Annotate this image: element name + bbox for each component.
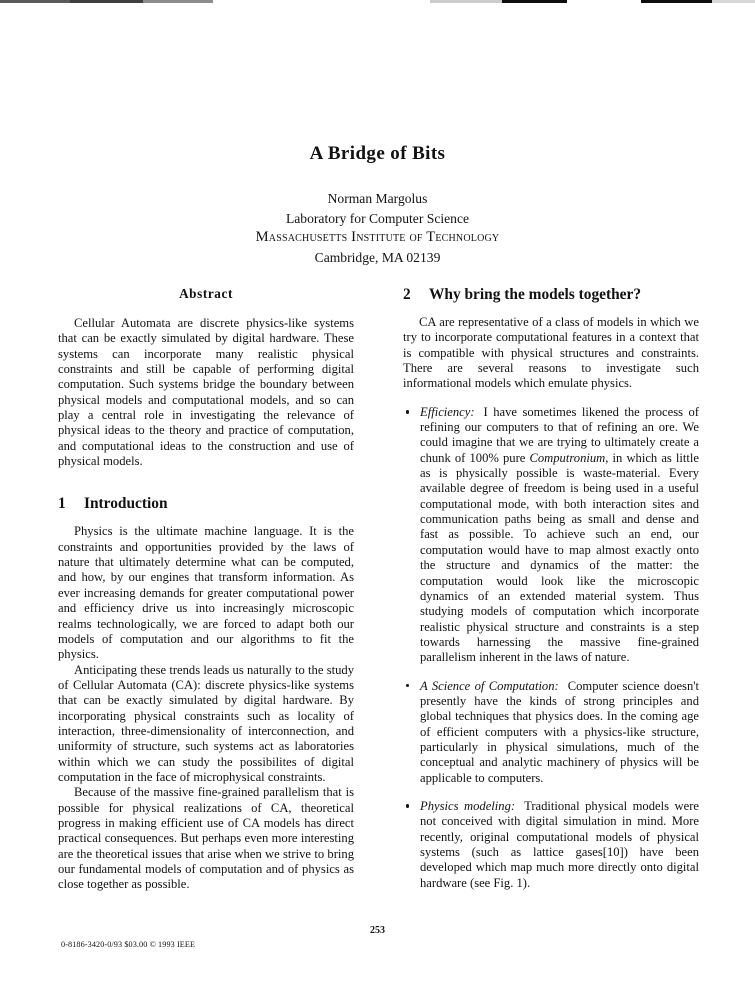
copyright-notice: 0-8186-3420-0/93 $03.00 © 1993 IEEE <box>61 940 196 949</box>
bullet-lead-in: Physics modeling: <box>420 798 516 813</box>
section-number: 2 <box>403 286 411 303</box>
affiliation-city: Cambridge, MA 02139 <box>314 249 441 265</box>
two-column-body <box>58 286 699 926</box>
author-name: Norman Margolus <box>327 191 428 206</box>
abstract-text: Cellular Automata are discrete physics-like systems that can be exactly simulated by digital hardware. These systems can incorporate many realistic physical constraints and still be capable of performing digital computation. Such systems bridge the boundary between physical models and computational models, and so can play a central role in investigating the relevance of physical ideas to the theory and practice of computation, and computational ideas to the construction and use of physical models. <box>58 316 354 469</box>
bullet-dot-icon <box>406 804 409 807</box>
title-block <box>0 143 755 267</box>
page-number: 253 <box>370 925 385 936</box>
bullet-italic-term: Computronium <box>529 450 606 465</box>
affiliation-institution: Massachusetts Institute of Technology <box>255 229 500 245</box>
paragraph: CA are representative of a class of models in which we try to incorporate computational features in a context that is compatible with physical structures and constraints. There are several reasons to investigate such informational models which emulate physics. <box>403 315 699 391</box>
section-title: Why bring the models together? <box>429 286 642 303</box>
abstract-heading: Abstract <box>179 286 233 301</box>
list-item <box>403 679 699 786</box>
section-title: Introduction <box>84 495 168 513</box>
bullet-dot-icon <box>406 684 409 687</box>
section-heading-introduction <box>58 495 354 513</box>
bullet-lead-in: Efficiency: <box>420 404 475 419</box>
bullet-text-part1: Computer science doesn't presently have the kinds of strong principles and global techniques that physics does. In the coming age of efficient computers with a physics-like structure, particularly in physical simulations, much of the conceptual and analytic machinery of physics will be applicable to computers. <box>420 678 700 785</box>
affiliation-lab: Laboratory for Computer Science <box>285 210 470 226</box>
bullet-text-part1: Traditional physical models were not conceived with digital simulation in mind. More recently, original computational models of physical systems (such as lattice gases[10]) have been developed which map much more directly onto digital hardware (see Fig. 1). <box>420 798 699 890</box>
paragraph: Because of the massive fine-grained parallelism that is possible for physical realizations of CA, theoretical progress in making efficient use of CA models has direct practical consequences. But perhaps even more interesting are the theoretical issues that arise when we strive to bring our fundamental models of computation and of physics as close together as possible. <box>58 785 354 892</box>
section-number: 1 <box>58 495 66 513</box>
bullet-text-part1: I have sometimes likened the process of refining our computers to that of refining an ore. We could imagine that we are trying to ultimately create a chunk of 100% pure <box>420 404 699 465</box>
column-left <box>58 286 354 893</box>
bullet-lead-in: A Science of Computation: <box>420 678 559 693</box>
bullet-list <box>403 405 699 891</box>
list-item <box>403 799 699 891</box>
paragraph: Anticipating these trends leads us naturally to the study of Cellular Automata (CA): discrete physics-like systems that can be exactly simulated by digital hardware. By incorporating physical constraints such as locality of interaction, three-dimensionality of interconnection, and uniformity of structure, such systems act as laboratories within which we can study the possibilites of digital computation in the face of microphysical constraints. <box>58 662 354 784</box>
section-heading-why-bring-models-together <box>403 286 699 304</box>
bullet-text-part2: , in which as little as is physically possible is waste-material. Every available degree of freedom is being used in a useful computational mode, with both interaction sites and communication paths being as small and dense and fast as possible. To achieve such an end, our computation would have to map almost exactly onto the structure and dynamics of the matter: the computation would look like the microscopic dynamics of an extended material system. Thus studying models of computation which incorporate realistic physical structure and constraints is a step towards harnessing the massive fine-grained parallelism inherent in the laws of nature. <box>420 450 700 665</box>
bullet-dot-icon <box>406 410 409 413</box>
column-right <box>403 286 699 891</box>
list-item <box>403 405 699 666</box>
page-title: A Bridge of Bits <box>309 143 446 164</box>
paragraph: Physics is the ultimate machine language. It is the constraints and opportunities provided by the laws of nature that ultimately determine what can be computed, and how, by our engines that transform information. As ever increasing demands for greater computational power and efficiency drive us into increasingly microscopic realms technologically, we are forced to adapt both our models of computation and our algorithms to fit the physics. <box>58 524 354 662</box>
